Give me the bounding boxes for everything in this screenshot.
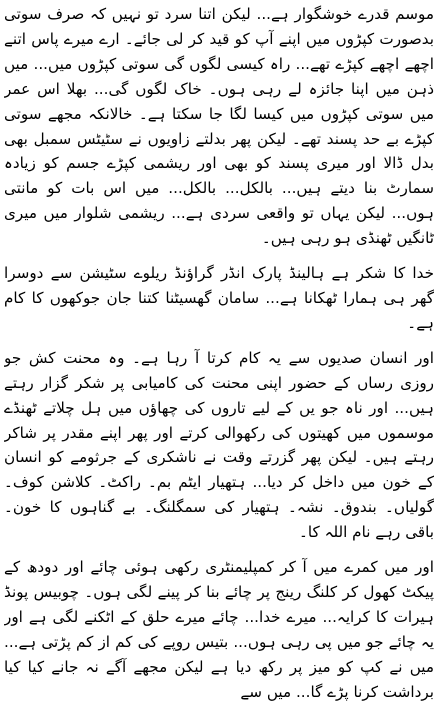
paragraph-3: اور انسان صدیوں سے یہ کام کرتا آ رہا ہے۔ وہ محنت کش جو روزی رساں کے حضور اپنی محنت کی کامیابی پر شکر گزار رہتے ہیں... اور ناہ جو یں کے لیے تاروں کی چھاؤں میں ہل چلاتے ٹھنڈے موسموں میں کھیتوں کی رکھوالی کرتے اور پھر اپنے مقدر پر شاکر رہتے ہیں۔ لیکن پھر گزرتے وقت نے ناشکری کے جرثومے کو انسان کے خون میں داخل کر دیا... ہتھیار ایٹم بم۔ راکٹ۔ کلاشن کوف۔ گولیاں۔ بندوق۔ نشہ۔ ہتھیار کی سمگلنگ۔ بے گناہوں کا خون۔ باقی رہے نام اللہ کا۔: [4, 348, 434, 542]
paragraph-1: موسم قدرے خوشگوار ہے... لیکن اتنا سرد تو نہیں کہ صرف سوتی بدصورت کپڑوں میں اپنے آپ کو قید کر لی جائے۔ ارے میرے پاس اتنے اچھے اچھے کپڑے تھے... راہ کیسی لگوں گی سوتی کپڑوں میں... میں ذہن میں اپنا جائزہ لے رہی ہوں۔ خاک لگوں گی... بھلا اس عمر میں سوتی کپڑوں میں کیسا لگا جا سکتا ہے۔ خالانکہ مجھے سوتی کپڑے بے حد پسند تھے۔ لیکن پھر بدلتے زاویوں نے سٹیٹس سمبل بھی بدل ڈالا اور میری پسند کو بھی اور ریشمی کپڑے جسم کو زیادہ سمارٹ بنا دیتے ہیں... بالکل... بالکل... میں اس بات کو مانتی ہوں... لیکن یہاں تو واقعی سردی ہے... ریشمی شلوار میں میری ٹانگیں ٹھنڈی ہو رہی ہیں۔: [4, 5, 434, 248]
paragraph-4: اور میں کمرے میں آ کر کمپلیمنٹری رکھی ہوئی چائے اور دودھ کے پیکٹ کھول کر کلنگ رینج پر چائے بنا کر پینے لگی ہوں۔ چوبیس پونڈ ہیرات کا کرایہ... میرے خدا... چائے میرے حلق کے اٹکنے لگی ہے اور یہ چائے جو میں پی رہی ہوں... بتیس روپے کی کم از کم پڑتی ہے... میں نے کپ کو میز پر رکھ دیا ہے لیکن مجھے آگے نہ جانے کیا کیا برداشت کرنا پڑے گا... میں سے: [4, 558, 434, 701]
paragraph-2: خدا کا شکر ہے ہالینڈ پارک انڈر گراؤنڈ ریلوے سٹیشن سے دوسرا گھر ہی ہمارا ٹھکانا ہے... سامان گھسیٹنا کتنا جان جوکھوں کا کام ہے۔: [4, 264, 434, 332]
